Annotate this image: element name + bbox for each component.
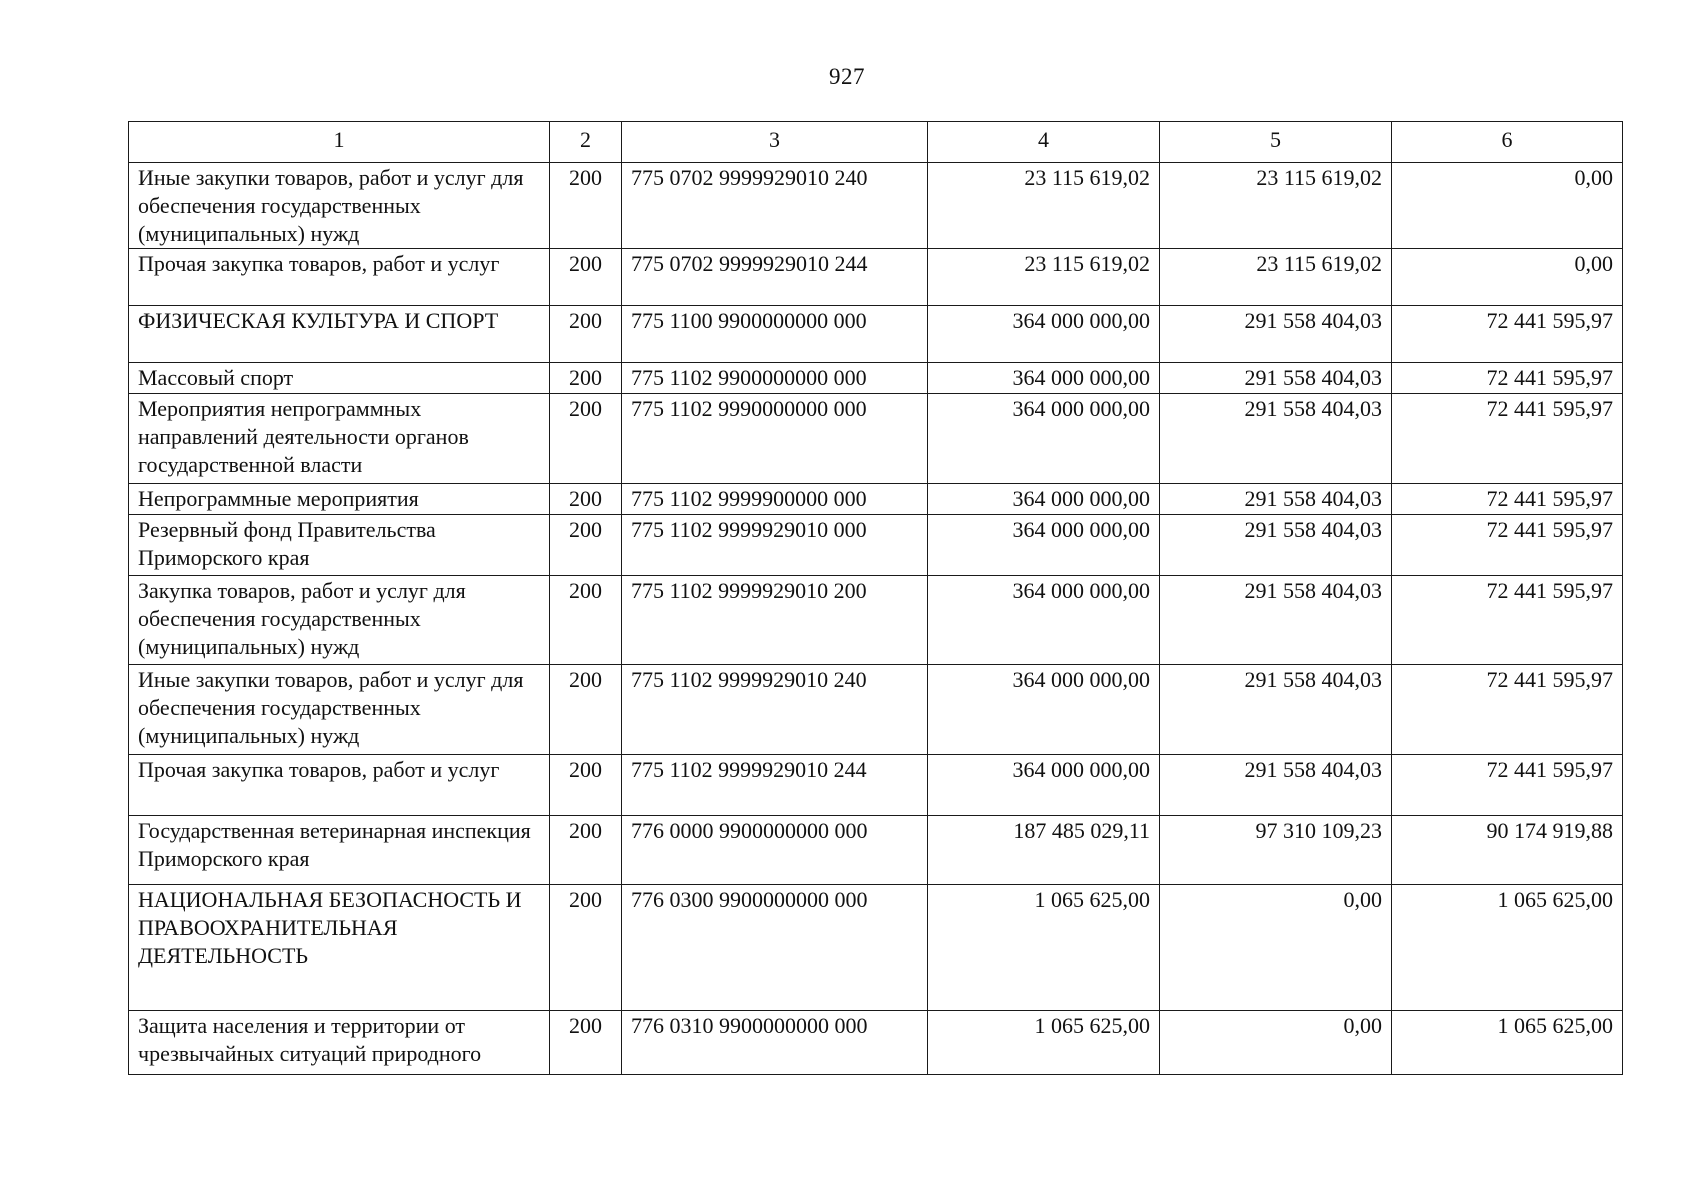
row-name: НАЦИОНАЛЬНАЯ БЕЗОПАСНОСТЬ И ПРАВООХРАНИТЕЛЬНАЯ ДЕЯТЕЛЬНОСТЬ bbox=[129, 885, 550, 1011]
row-code: 775 1102 9999900000 000 bbox=[622, 484, 928, 515]
row-code: 775 1102 9999929010 200 bbox=[622, 576, 928, 665]
row-value-5: 291 558 404,03 bbox=[1160, 394, 1392, 484]
row-code: 775 1102 9900000000 000 bbox=[622, 363, 928, 394]
row-value-5: 291 558 404,03 bbox=[1160, 755, 1392, 816]
row-value-4: 364 000 000,00 bbox=[928, 576, 1160, 665]
row-grbs: 200 bbox=[550, 394, 622, 484]
table-row bbox=[129, 816, 1623, 885]
row-value-6: 1 065 625,00 bbox=[1392, 1011, 1623, 1075]
table-row bbox=[129, 885, 1623, 1011]
row-name: Защита населения и территории от чрезвычайных ситуаций природного bbox=[129, 1011, 550, 1075]
row-value-4: 23 115 619,02 bbox=[928, 163, 1160, 249]
row-grbs: 200 bbox=[550, 885, 622, 1011]
row-code: 775 0702 9999929010 244 bbox=[622, 249, 928, 306]
row-name: Иные закупки товаров, работ и услуг для обеспечения государственных (муниципальных) нужд bbox=[129, 665, 550, 755]
column-header-3: 3 bbox=[622, 122, 928, 163]
row-value-5: 23 115 619,02 bbox=[1160, 163, 1392, 249]
row-value-6: 1 065 625,00 bbox=[1392, 885, 1623, 1011]
row-name: Иные закупки товаров, работ и услуг для обеспечения государственных (муниципальных) нужд bbox=[129, 163, 550, 249]
row-value-5: 291 558 404,03 bbox=[1160, 665, 1392, 755]
column-header-2: 2 bbox=[550, 122, 622, 163]
row-value-6: 0,00 bbox=[1392, 249, 1623, 306]
table-row bbox=[129, 363, 1623, 394]
row-code: 775 1102 9999929010 000 bbox=[622, 515, 928, 576]
row-value-4: 364 000 000,00 bbox=[928, 755, 1160, 816]
row-code: 775 1102 9999929010 240 bbox=[622, 665, 928, 755]
row-grbs: 200 bbox=[550, 755, 622, 816]
table-row bbox=[129, 163, 1623, 249]
row-grbs: 200 bbox=[550, 515, 622, 576]
row-value-6: 72 441 595,97 bbox=[1392, 484, 1623, 515]
table-header bbox=[129, 122, 1623, 163]
row-value-4: 364 000 000,00 bbox=[928, 394, 1160, 484]
row-code: 775 1100 9900000000 000 bbox=[622, 306, 928, 363]
row-grbs: 200 bbox=[550, 163, 622, 249]
column-header-1: 1 bbox=[129, 122, 550, 163]
row-value-5: 0,00 bbox=[1160, 1011, 1392, 1075]
header-row bbox=[129, 122, 1623, 163]
row-grbs: 200 bbox=[550, 484, 622, 515]
table-row bbox=[129, 394, 1623, 484]
row-value-4: 364 000 000,00 bbox=[928, 515, 1160, 576]
table-row bbox=[129, 249, 1623, 306]
row-code: 775 1102 9999929010 244 bbox=[622, 755, 928, 816]
row-value-6: 72 441 595,97 bbox=[1392, 394, 1623, 484]
row-value-5: 291 558 404,03 bbox=[1160, 306, 1392, 363]
row-code: 775 1102 9990000000 000 bbox=[622, 394, 928, 484]
row-code: 775 0702 9999929010 240 bbox=[622, 163, 928, 249]
row-name: ФИЗИЧЕСКАЯ КУЛЬТУРА И СПОРТ bbox=[129, 306, 550, 363]
row-name: Массовый спорт bbox=[129, 363, 550, 394]
row-value-5: 23 115 619,02 bbox=[1160, 249, 1392, 306]
row-grbs: 200 bbox=[550, 816, 622, 885]
row-value-4: 23 115 619,02 bbox=[928, 249, 1160, 306]
table-row bbox=[129, 576, 1623, 665]
row-code: 776 0310 9900000000 000 bbox=[622, 1011, 928, 1075]
row-value-5: 291 558 404,03 bbox=[1160, 576, 1392, 665]
row-grbs: 200 bbox=[550, 249, 622, 306]
row-name: Государственная ветеринарная инспекция Приморского края bbox=[129, 816, 550, 885]
table-body bbox=[129, 163, 1623, 1075]
row-grbs: 200 bbox=[550, 665, 622, 755]
row-value-6: 72 441 595,97 bbox=[1392, 306, 1623, 363]
row-value-4: 364 000 000,00 bbox=[928, 665, 1160, 755]
row-grbs: 200 bbox=[550, 1011, 622, 1075]
column-header-5: 5 bbox=[1160, 122, 1392, 163]
row-name: Прочая закупка товаров, работ и услуг bbox=[129, 755, 550, 816]
row-value-5: 291 558 404,03 bbox=[1160, 515, 1392, 576]
row-value-5: 0,00 bbox=[1160, 885, 1392, 1011]
row-name: Прочая закупка товаров, работ и услуг bbox=[129, 249, 550, 306]
row-value-4: 1 065 625,00 bbox=[928, 1011, 1160, 1075]
table-row bbox=[129, 484, 1623, 515]
row-value-5: 291 558 404,03 bbox=[1160, 484, 1392, 515]
row-value-6: 72 441 595,97 bbox=[1392, 363, 1623, 394]
row-value-4: 364 000 000,00 bbox=[928, 484, 1160, 515]
row-value-4: 364 000 000,00 bbox=[928, 363, 1160, 394]
column-header-6: 6 bbox=[1392, 122, 1623, 163]
row-grbs: 200 bbox=[550, 576, 622, 665]
table-row bbox=[129, 755, 1623, 816]
row-value-4: 1 065 625,00 bbox=[928, 885, 1160, 1011]
row-value-5: 291 558 404,03 bbox=[1160, 363, 1392, 394]
row-value-6: 72 441 595,97 bbox=[1392, 665, 1623, 755]
row-value-6: 72 441 595,97 bbox=[1392, 576, 1623, 665]
table-row bbox=[129, 1011, 1623, 1075]
row-name: Резервный фонд Правительства Приморского края bbox=[129, 515, 550, 576]
row-value-6: 72 441 595,97 bbox=[1392, 755, 1623, 816]
table-row bbox=[129, 515, 1623, 576]
row-value-6: 72 441 595,97 bbox=[1392, 515, 1623, 576]
table-row bbox=[129, 306, 1623, 363]
row-value-4: 364 000 000,00 bbox=[928, 306, 1160, 363]
row-value-4: 187 485 029,11 bbox=[928, 816, 1160, 885]
row-grbs: 200 bbox=[550, 363, 622, 394]
row-name: Мероприятия непрограммных направлений деятельности органов государственной власти bbox=[129, 394, 550, 484]
row-name: Непрограммные мероприятия bbox=[129, 484, 550, 515]
budget-table bbox=[128, 121, 1623, 1075]
table-row bbox=[129, 665, 1623, 755]
column-header-4: 4 bbox=[928, 122, 1160, 163]
page-number: 927 bbox=[829, 64, 865, 89]
row-code: 776 0300 9900000000 000 bbox=[622, 885, 928, 1011]
row-value-5: 97 310 109,23 bbox=[1160, 816, 1392, 885]
row-value-6: 0,00 bbox=[1392, 163, 1623, 249]
row-value-6: 90 174 919,88 bbox=[1392, 816, 1623, 885]
row-code: 776 0000 9900000000 000 bbox=[622, 816, 928, 885]
row-name: Закупка товаров, работ и услуг для обеспечения государственных (муниципальных) нужд bbox=[129, 576, 550, 665]
row-grbs: 200 bbox=[550, 306, 622, 363]
